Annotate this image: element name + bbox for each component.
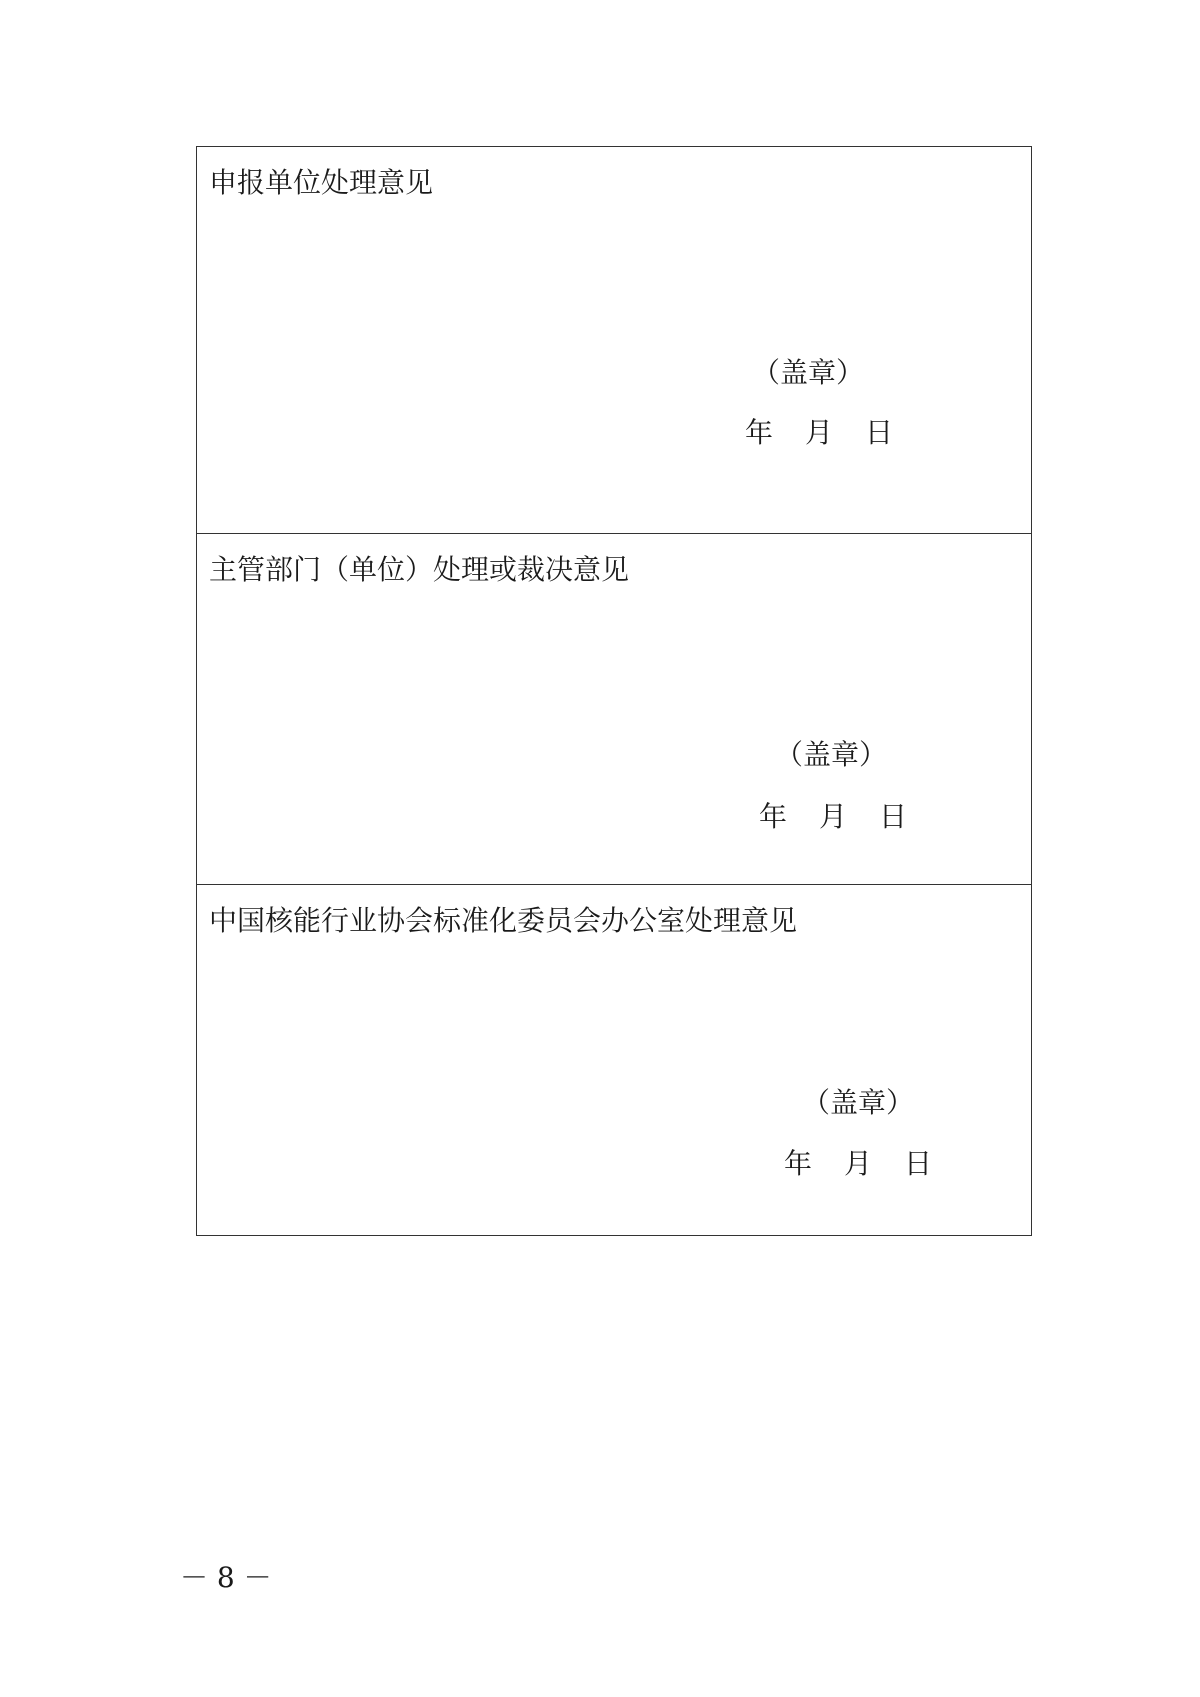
- section-title: 中国核能行业协会标准化委员会办公室处理意见: [209, 904, 798, 937]
- date-line: [784, 1142, 932, 1182]
- seal-label: （盖章）: [802, 1086, 915, 1119]
- day-label: 日: [904, 1147, 933, 1180]
- seal-label: （盖章）: [775, 738, 888, 771]
- month-label: 月: [844, 1147, 873, 1180]
- day-label: 日: [865, 416, 894, 449]
- seal-label: （盖章）: [752, 356, 865, 389]
- year-label: 年: [745, 416, 774, 449]
- section-title: 申报单位处理意见: [209, 166, 434, 199]
- date-line: [745, 411, 893, 451]
- page-number: － 8 －: [180, 1561, 272, 1594]
- section-title: 主管部门（单位）处理或裁决意见: [209, 553, 630, 586]
- authority-opinion-section: [197, 533, 1031, 884]
- month-label: 月: [819, 800, 848, 833]
- year-label: 年: [759, 800, 788, 833]
- date-line: [759, 795, 907, 835]
- year-label: 年: [784, 1147, 813, 1180]
- month-label: 月: [805, 416, 834, 449]
- committee-office-opinion-section: [197, 884, 1031, 1237]
- day-label: 日: [879, 800, 908, 833]
- opinion-form-table: [196, 146, 1032, 1236]
- applicant-opinion-section: [197, 147, 1031, 533]
